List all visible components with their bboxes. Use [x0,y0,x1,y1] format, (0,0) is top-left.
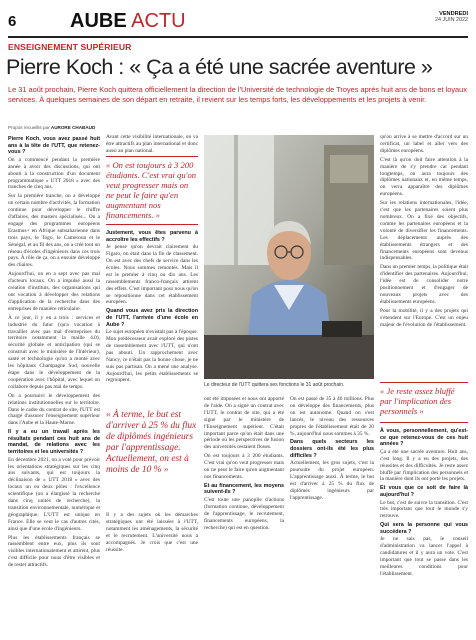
headline: Pierre Koch : « Ça a été une sacrée aventure » [6,55,433,79]
date-label: 24 JUIN 2022 [435,17,468,23]
paragraph: Avant cette visibilité internationale, on va être attractifs au plan international et donc aussi au plan national. [106,134,198,154]
question-heading: Justement, vous êtes parvenu à accroître les effectifs ? [106,230,198,243]
article-column-3 [204,396,284,634]
paragraph: C'est toute une panoplie d'actions (formation continue, développement de l'apprentissage, le recrutement, financements européens, la recherche) qui est en question. [204,497,284,531]
paragraph: En décembre 2021, on a voté pour prévoir les orientations stratégiques sur les cinq ans suivants, qui est toujours la déclinaison de « UTT 2018 » avec des locaux un ou deux pôles : l'excellence scientifique (on a élargissé la recherche dans cinq unités de recherche), la transition environnementale, numérique et géographique. L'UTT est unique en France. Elle se veut le cas d'autres cités, ainsi que d'une école d'ingénieurs. [8,456,100,532]
byline-author: AURORE CHABAUD [50,125,96,130]
question-heading: À vous, personnellement, qu'est-ce que retenez-vous de ces huit années ? [380,428,468,448]
photo-caption: Le directeur de l'UTT quittera ses fonctions le 31 août prochain. [204,382,345,388]
paragraph: Le sujet européen n'existait pas à l'époque. Mon prédécesseur avait exploré des pistes de rassemblement avec l'UTT, qui n'ont pas abouti. Un rapprochement avec Nancy, ce n'était pas la bonne chose, je ne suis pas partisan. On a mené une analyse. Aujourd'hui, les petits établissements se regroupent. [106,329,198,384]
article-column-5-continued [380,426,468,634]
paragraph: Le but, c'est de suivre la transition. C'est très important que tout le monde s'y retrouve. [380,499,468,520]
section-title-block [70,10,186,32]
paragraph: qu'on arrive à se mettre d'accord sur un certificat, un label et aller vers des diplômes européens. [380,134,468,154]
question-heading: Pierre Koch, vous avez passé huit ans à la tête de l'UTT, que retenez-vous ? [8,136,100,156]
paragraph: Sur la première tranche, on a développé un certain nombre d'activités, la formation continue pour développer le chiffre d'affaires, des masters spécialisés... On a engagé des programmes européens Erasmus+ en Afrique subsaharienne dans trois pays, le Togo, le Cameroun et le Sénégal, et au fil des ans, on a créé tout un réseau d'écoles d'ingénieurs dans ces trois pays. À rôle de ça, on a ensuite développé des chaires. [8,193,100,269]
article-column-1 [8,134,100,634]
pull-quote-2: « À terme, le but est d'arriver à 25 % du flux de diplômés ingénieurs par l'apprentissage. Actuellement, on est à moins de 10 % » [106,410,197,475]
question-heading: Quand vous avez pris la direction de l'UTT, l'arrivée d'une école en Aube ? [106,308,198,328]
section-subtitle: ACTU [131,10,186,32]
paragraph: Il y a des sujets où les démarches stratégiques ont été laissées à l'UTT, notamment les aménagements, la sécurité et le recrutement. L'université nous a accompagnés. Je crois que c'est une réussite. [106,512,198,553]
paragraph: Je pense qu'on devrait clairement du Figaro, on était dans la fin de classement. On est avec des chefs de service dans les écoles. Nous sommes remontés. Mais il est le premier à cinq ou dix ans. Les rassemblements franco-français attirent des effets. C'est important pour nous qu'on se repositionne dans cet établissement européen. [106,244,198,306]
paragraph: Dans un premier temps, la politique était d'identifier des partenaires. Aujourd'hui, l'idée est de consolider notre positionnement et d'engager de nouveaux projets avec des établissements européens. [380,264,468,305]
pull-quote-3: « Je reste assez bluffé par l'implication des personnels » [380,386,455,416]
pull-quote-rule-bottom [380,422,468,423]
paragraph: Ça a été une sacrée aventure. Huit ans, c'est long. Il y a eu des projets, des réussites et des difficultés. Je reste assez bluffé par l'implication des personnels et la manière dont ils ont porté les projets. [380,448,468,483]
paragraph: On a commencé pendant la première année à avoir des discussions, qui ont abouti à la construction d'un document programmatique « UTT 2018 » avec des tranches de cinq ans. [8,156,100,191]
paragraph: Actuellement, les gros sujets, c'est la poursuite du projet européen. L'apprentissage aussi. À terme, le but est d'arriver à 25 % du flux de diplômés ingénieurs par l'apprentissage. [290,460,374,501]
page-number: 6 [8,13,17,30]
paragraph: On est passé de 35 à 46 millions. Plus on développe des financements, plus on est autonome. Quand on s'est lancés, le niveau des ressources propres de l'établissement était de 20 %, aujourd'hui nous sommes à 35 %. [290,396,374,437]
byline-prefix: Propos recueillis par [8,125,50,130]
paragraph: À ce jour, il y en a trois : services et industrie du futur (qu'a vocation à travailler avec pas mal d'entreprises du territoire notamment la maille 4.0), sécurité globale et anticipation (qui se construit avec le ministère de l'Intérieur), santé et technologie qu'on a monté avec les hôpitaux Champagne Sud, nouvelle étape dans le développement de la coopération avec l'hôpital, avec lequel on collabore depuis pas mal de temps. [8,314,100,390]
question-heading: Et vous que ce soit de faire là aujourd'hui ? [380,485,468,498]
paragraph: Je ne sais pas, le conseil d'administration va lancer l'appel à candidatures et il y aura un vote. C'est important que tout se passe dans les meilleures conditions pour l'établissement. [380,536,468,577]
question-heading: Et au financement, les moyens suivent-ils ? [204,482,284,496]
article-column-5 [380,134,468,379]
question-heading: Dans quels secteurs les dossiers ont-ils été les plus difficiles ? [290,439,374,459]
question-heading: Qui sera la personne qui vous succédera ? [380,522,468,535]
paragraph: Pour la mobilité, il y a des projets qui s'étendent sur l'Europe. C'est un enjeu majeur de l'évolution de l'établissement. [380,307,468,328]
pull-quote-rule-top [380,382,468,383]
paragraph: Sur les relations internationales, l'idée, c'est que les partenaires soient plus nombreux. On a fixé des objectifs, comme les partenaires européens et la volonté de diversifier les financements. Les déplacements auprès des établissements étrangers et des financements européens sont devenus indispensables. [380,200,468,262]
paragraph: Plus les établissements français se rassemblent entre eux, plus ils sont visibles internationalement et attirent, plus c'est difficile pour nous d'être visibles et de rester attractifs. [8,534,100,569]
paragraph: On a poursuivi le développement des relations institutionnelles sur le territoire. Dans le cadre du contrat de site, l'UTT est chargé d'assurer l'enseignement supérieur dans l'Aube et la Haute-Marne. [8,392,100,427]
paragraph: C'est là qu'on doit faire attention à la manière de s'y prendre car pendant longtemps, on aura toujours des diplômes nationaux et, en même temps, on verra apparaître des diplômes européens. [380,156,468,198]
pull-quote-rule-top [106,156,198,157]
day-label: VENDREDI [439,11,468,17]
lead-paragraph: Le 31 août prochain, Pierre Koch quittera officiellement la direction de l'Université de technologie de Troyes après huit ans de bons et loyaux services. À quelques semaines de son départ en retraite, il revient sur les temps forts, les développements et les projets à venir. [8,85,467,104]
question-heading: Il y a eu un travail après les résultats pendant ces huit ans de mandat, de relations avec les territoires et les universités ? [8,429,100,455]
article-column-2-bottom [106,512,198,634]
kicker: ENSEIGNEMENT SUPÉRIEUR [8,42,132,52]
portrait-illustration [204,135,374,379]
pull-quote-rule-bottom [106,224,198,225]
section-title: AUBE [70,10,127,32]
byline [8,125,95,130]
paragraph: On est toujours à 3 200 étudiants. C'est vrai qu'on veut progresser mais on ne peut le faire qu'en augmentant nos financements. [204,453,284,480]
pull-quote-1: « On est toujours à 3 200 étudiants. C'est vrai qu'on veut progresser mais on ne peut le faire qu'en augmentant nos financements. » [106,160,197,220]
header-rule [8,36,468,38]
article-column-4 [290,396,374,634]
date-block [435,11,468,23]
article-column-2-continued [106,228,198,388]
portrait-photo [204,135,374,379]
paragraph: ont été imposées et nous ont apporté de l'aide. On a signé un contrat avec l'UTT, le contrat de site, qui a été signé par le ministère de l'Enseignement supérieur. C'était important parce qu'on était dans une période où les perspectives de fusion des universités restaient floues. [204,396,284,451]
paragraph: Aujourd'hui, on en a sept avec pas mal d'acteurs locaux. On a impulsé aussi la création d'instituts, des organisations qui ont vocation à développer des relations d'application de la recherche dans des entreprises de manière réticulaire. [8,271,100,312]
